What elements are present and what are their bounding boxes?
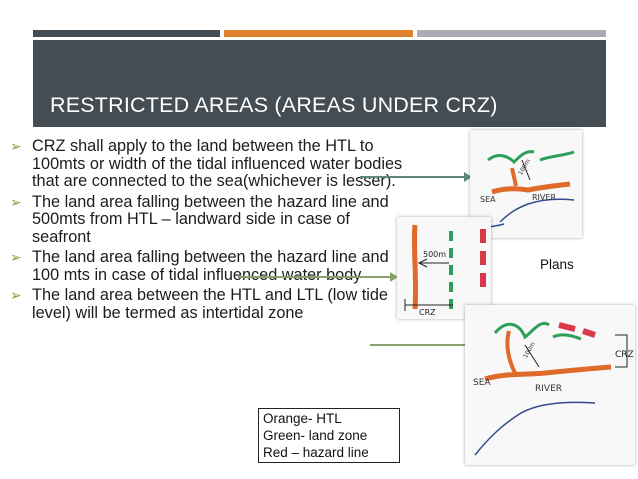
color-legend: [258, 408, 400, 463]
sketch-crz-label: CRZ: [615, 350, 634, 360]
sketch-sea-label: SEA: [480, 195, 496, 204]
sketch-distance-label: 100m: [522, 340, 537, 360]
plan-sketch-seafront: [397, 217, 491, 319]
sketch-distance-label: 500m: [423, 250, 447, 259]
plans-label: Plans: [540, 257, 574, 272]
connector-arrow-3: [370, 338, 474, 352]
sketch-crz-label: CRZ: [419, 308, 436, 317]
bullet-text: The land area falling between the hazard line and 500mts from HTL – landward side in case of seafront: [32, 192, 389, 246]
bullet-list: [8, 138, 408, 325]
stripe-dark: [33, 30, 220, 37]
sketch-distance-label: 100m: [517, 157, 532, 177]
plan-sketch-tidal: [465, 305, 635, 465]
connector-arrow-2: [238, 270, 398, 284]
sketch-drawing: [465, 305, 635, 465]
connector-arrow-1: [360, 170, 472, 184]
bullet-text: The land area between the HTL and LTL (low tide level) will be termed as intertidal zone: [32, 286, 388, 322]
stripe-orange: [224, 30, 413, 37]
bullet-item: [8, 287, 408, 322]
legend-red-hazard-line: Red – hazard line: [263, 445, 369, 460]
stripe-gray: [417, 30, 606, 37]
sketch-river-label: RIVER: [532, 193, 557, 202]
bullet-item: [8, 138, 408, 191]
slide-title: RESTRICTED AREAS (AREAS UNDER CRZ): [50, 93, 498, 117]
sketch-drawing: [397, 217, 491, 319]
sketch-sea-label: SEA: [473, 378, 491, 388]
bullet-arrow-icon: ➢: [10, 138, 22, 154]
bullet-arrow-icon: ➢: [10, 193, 22, 210]
bullet-text: The land area falling between the hazard line and 100 mts in case of tidal influenced water body: [32, 248, 389, 284]
sketch-river-label: RIVER: [535, 384, 563, 394]
legend-orange-htl: Orange- HTL: [263, 411, 342, 426]
bullet-text: CRZ shall apply to the land between the HTL to 100mts or width of the tidal influenced water bodies that are connected to the sea(whichever is lesser).: [32, 137, 403, 190]
bullet-arrow-icon: ➢: [10, 287, 22, 303]
legend-green-land-zone: Green- land zone: [263, 428, 368, 443]
bullet-item: [8, 194, 408, 247]
bullet-arrow-icon: ➢: [10, 249, 22, 265]
